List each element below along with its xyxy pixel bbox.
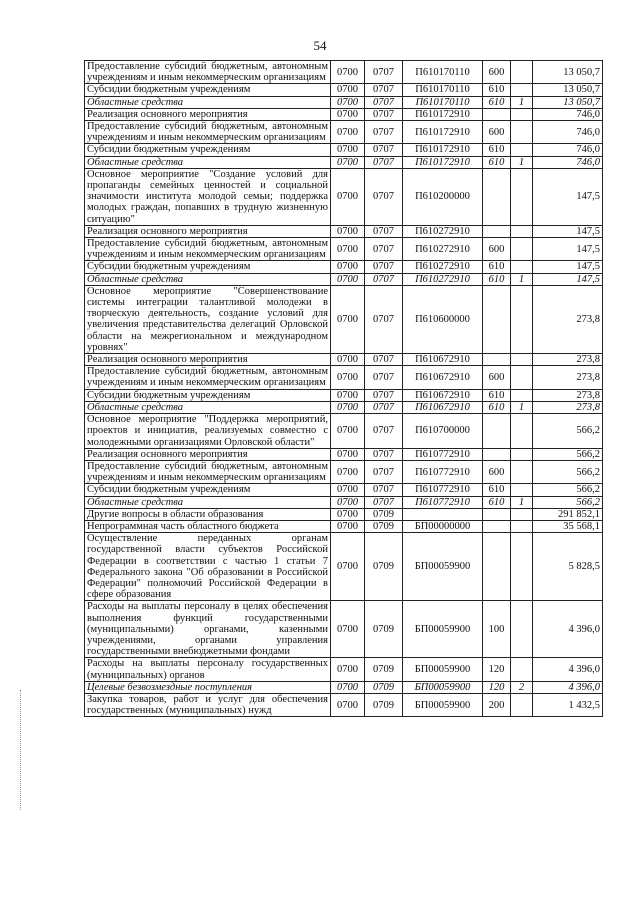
amount: 746,0 [533,156,603,168]
expense-type-code [483,414,511,449]
funding-source-code [511,61,533,84]
expense-type-code: 100 [483,601,511,658]
table-row [85,520,603,532]
table-row [85,484,603,496]
row-description: Реализация основного мероприятия [85,354,331,366]
section-code: 0700 [331,285,365,353]
subsection-code: 0707 [365,484,403,496]
table-row [85,108,603,120]
expense-type-code: 610 [483,389,511,401]
row-description: Предоставление субсидий бюджетным, автономным учреждениям и иным некоммерческим организациям [85,121,331,144]
subsection-code: 0707 [365,84,403,96]
subsection-code: 0707 [365,144,403,156]
funding-source-code [511,144,533,156]
subsection-code: 0707 [365,389,403,401]
subsection-code: 0707 [365,366,403,389]
section-code: 0700 [331,273,365,285]
subsection-code: 0707 [365,238,403,261]
funding-source-code [511,354,533,366]
target-article-code: П610200000 [403,168,483,225]
table-row [85,448,603,460]
funding-source-code [511,520,533,532]
target-article-code: П610170110 [403,61,483,84]
section-code: 0700 [331,484,365,496]
row-description: Субсидии бюджетным учреждениям [85,261,331,273]
amount: 746,0 [533,144,603,156]
funding-source-code [511,693,533,716]
table-row [85,261,603,273]
funding-source-code: 1 [511,401,533,413]
target-article-code: БП00059900 [403,601,483,658]
row-description: Предоставление субсидий бюджетным, автономным учреждениям и иным некоммерческим организациям [85,238,331,261]
amount: 273,8 [533,366,603,389]
amount: 147,5 [533,273,603,285]
row-description: Реализация основного мероприятия [85,448,331,460]
expense-type-code [483,108,511,120]
subsection-code: 0709 [365,681,403,693]
table-row [85,533,603,601]
table-row [85,354,603,366]
row-description: Целевые безвозмездные поступления [85,681,331,693]
table-row [85,460,603,483]
funding-source-code [511,238,533,261]
target-article-code [403,508,483,520]
row-description: Областные средства [85,156,331,168]
subsection-code: 0709 [365,601,403,658]
expense-type-code: 600 [483,238,511,261]
funding-source-code [511,460,533,483]
target-article-code: БП00000000 [403,520,483,532]
expense-type-code [483,225,511,237]
section-code: 0700 [331,225,365,237]
table-row [85,121,603,144]
subsection-code: 0707 [365,225,403,237]
target-article-code: П610772910 [403,460,483,483]
amount: 566,2 [533,414,603,449]
section-code: 0700 [331,84,365,96]
target-article-code: БП00059900 [403,681,483,693]
funding-source-code [511,84,533,96]
table-row [85,96,603,108]
target-article-code: БП00059900 [403,533,483,601]
target-article-code: П610700000 [403,414,483,449]
row-description: Расходы на выплаты персоналу в целях обеспечения выполнения функций государственными (муниципальными) органами, казенными учреждениями, органами управления государственными внебюджетными фондами [85,601,331,658]
funding-source-code [511,414,533,449]
row-description: Предоставление субсидий бюджетным, автономным учреждениям и иным некоммерческим организациям [85,366,331,389]
expense-type-code: 610 [483,484,511,496]
section-code: 0700 [331,601,365,658]
expense-type-code [483,508,511,520]
subsection-code: 0709 [365,533,403,601]
amount: 13 050,7 [533,96,603,108]
funding-source-code [511,285,533,353]
expense-type-code: 600 [483,121,511,144]
row-description: Осуществление переданных органам государственной власти субъектов Российской Федерации в соответствии с частью 1 статьи 7 Федерального закона "Об образовании в Российской Федерации" полномочий Российской Федерации в сфере образования [85,533,331,601]
row-description: Областные средства [85,96,331,108]
section-code: 0700 [331,389,365,401]
target-article-code: П610172910 [403,121,483,144]
table-row [85,61,603,84]
expense-type-code [483,448,511,460]
expense-type-code: 610 [483,273,511,285]
expense-type-code [483,533,511,601]
expense-type-code: 610 [483,496,511,508]
funding-source-code [511,508,533,520]
subsection-code: 0709 [365,508,403,520]
section-code: 0700 [331,366,365,389]
expense-type-code: 610 [483,84,511,96]
funding-source-code [511,533,533,601]
amount: 147,5 [533,225,603,237]
row-description: Предоставление субсидий бюджетным, автономным учреждениям и иным некоммерческим организациям [85,61,331,84]
amount: 13 050,7 [533,84,603,96]
target-article-code: П610772910 [403,496,483,508]
amount: 35 568,1 [533,520,603,532]
row-description: Субсидии бюджетным учреждениям [85,144,331,156]
funding-source-code [511,484,533,496]
amount: 4 396,0 [533,658,603,681]
row-description: Субсидии бюджетным учреждениям [85,389,331,401]
amount: 566,2 [533,496,603,508]
table-row [85,168,603,225]
funding-source-code: 1 [511,496,533,508]
table-row [85,496,603,508]
funding-source-code [511,225,533,237]
expense-type-code [483,285,511,353]
section-code: 0700 [331,354,365,366]
funding-source-code: 1 [511,96,533,108]
subsection-code: 0709 [365,520,403,532]
funding-source-code [511,108,533,120]
section-code: 0700 [331,238,365,261]
target-article-code: П610772910 [403,448,483,460]
table-row [85,658,603,681]
funding-source-code [511,601,533,658]
target-article-code: П610170110 [403,84,483,96]
funding-source-code [511,261,533,273]
expense-type-code: 610 [483,401,511,413]
expense-type-code [483,520,511,532]
scan-margin-marks [20,690,23,810]
subsection-code: 0709 [365,658,403,681]
funding-source-code [511,448,533,460]
section-code: 0700 [331,144,365,156]
table-row [85,156,603,168]
section-code: 0700 [331,533,365,601]
target-article-code: П610672910 [403,366,483,389]
subsection-code: 0707 [365,168,403,225]
row-description: Предоставление субсидий бюджетным, автономным учреждениям и иным некоммерческим организациям [85,460,331,483]
expense-type-code [483,168,511,225]
target-article-code: БП00059900 [403,658,483,681]
row-description: Основное мероприятие "Поддержка мероприятий, проектов и инициатив, реализуемых совместно с молодежными организациями Орловской области" [85,414,331,449]
subsection-code: 0707 [365,496,403,508]
table-row [85,285,603,353]
amount: 273,8 [533,354,603,366]
subsection-code: 0707 [365,460,403,483]
section-code: 0700 [331,156,365,168]
target-article-code: БП00059900 [403,693,483,716]
target-article-code: П610672910 [403,401,483,413]
target-article-code: П610772910 [403,484,483,496]
funding-source-code [511,389,533,401]
amount: 291 852,1 [533,508,603,520]
subsection-code: 0707 [365,61,403,84]
section-code: 0700 [331,448,365,460]
subsection-code: 0707 [365,96,403,108]
table-row [85,238,603,261]
row-description: Другие вопросы в области образования [85,508,331,520]
expense-type-code [483,354,511,366]
amount: 4 396,0 [533,601,603,658]
expense-type-code: 600 [483,460,511,483]
amount: 5 828,5 [533,533,603,601]
budget-table [84,60,603,717]
subsection-code: 0707 [365,261,403,273]
subsection-code: 0707 [365,414,403,449]
row-description: Субсидии бюджетным учреждениям [85,484,331,496]
target-article-code: П610170110 [403,96,483,108]
section-code: 0700 [331,414,365,449]
expense-type-code: 610 [483,156,511,168]
row-description: Областные средства [85,496,331,508]
table-row [85,366,603,389]
expense-type-code: 600 [483,61,511,84]
amount: 4 396,0 [533,681,603,693]
section-code: 0700 [331,61,365,84]
subsection-code: 0709 [365,693,403,716]
funding-source-code [511,658,533,681]
row-description: Закупка товаров, работ и услуг для обеспечения государственных (муниципальных) нужд [85,693,331,716]
row-description: Реализация основного мероприятия [85,108,331,120]
table-row [85,693,603,716]
amount: 746,0 [533,108,603,120]
amount: 1 432,5 [533,693,603,716]
section-code: 0700 [331,261,365,273]
funding-source-code: 2 [511,681,533,693]
expense-type-code: 610 [483,261,511,273]
table-row [85,601,603,658]
amount: 273,8 [533,389,603,401]
table-row [85,84,603,96]
subsection-code: 0707 [365,401,403,413]
amount: 147,5 [533,261,603,273]
amount: 566,2 [533,460,603,483]
target-article-code: П610272910 [403,261,483,273]
row-description: Реализация основного мероприятия [85,225,331,237]
subsection-code: 0707 [365,273,403,285]
table-row [85,389,603,401]
funding-source-code: 1 [511,273,533,285]
section-code: 0700 [331,681,365,693]
subsection-code: 0707 [365,448,403,460]
amount: 273,8 [533,401,603,413]
row-description: Областные средства [85,273,331,285]
row-description: Областные средства [85,401,331,413]
subsection-code: 0707 [365,108,403,120]
funding-source-code [511,366,533,389]
amount: 273,8 [533,285,603,353]
section-code: 0700 [331,658,365,681]
row-description: Основное мероприятие "Создание условий для пропаганды семейных ценностей и социальной значимости института молодой семьи; поддержка молодых граждан, попавших в трудную жизненную ситуацию" [85,168,331,225]
funding-source-code: 1 [511,156,533,168]
table-row [85,414,603,449]
row-description: Непрограммная часть областного бюджета [85,520,331,532]
section-code: 0700 [331,121,365,144]
target-article-code: П610172910 [403,144,483,156]
amount: 566,2 [533,484,603,496]
subsection-code: 0707 [365,285,403,353]
target-article-code: П610272910 [403,225,483,237]
table-row [85,681,603,693]
target-article-code: П610172910 [403,156,483,168]
amount: 746,0 [533,121,603,144]
subsection-code: 0707 [365,354,403,366]
section-code: 0700 [331,496,365,508]
expense-type-code: 610 [483,144,511,156]
table-row [85,144,603,156]
target-article-code: П610672910 [403,354,483,366]
table-row [85,401,603,413]
funding-source-code [511,121,533,144]
section-code: 0700 [331,508,365,520]
target-article-code: П610272910 [403,273,483,285]
section-code: 0700 [331,401,365,413]
row-description: Расходы на выплаты персоналу государственных (муниципальных) органов [85,658,331,681]
funding-source-code [511,168,533,225]
section-code: 0700 [331,168,365,225]
row-description: Основное мероприятие "Совершенствование системы интеграции талантливой молодежи в творческую деятельность, создание условий для увеличения представительства делегаций Орловской области на межрегиональном и международном уровнях" [85,285,331,353]
amount: 13 050,7 [533,61,603,84]
amount: 566,2 [533,448,603,460]
amount: 147,5 [533,168,603,225]
expense-type-code: 600 [483,366,511,389]
expense-type-code: 610 [483,96,511,108]
table-row [85,508,603,520]
expense-type-code: 120 [483,681,511,693]
expense-type-code: 120 [483,658,511,681]
target-article-code: П610672910 [403,389,483,401]
target-article-code: П610172910 [403,108,483,120]
target-article-code: П610600000 [403,285,483,353]
row-description: Субсидии бюджетным учреждениям [85,84,331,96]
expense-type-code: 200 [483,693,511,716]
target-article-code: П610272910 [403,238,483,261]
subsection-code: 0707 [365,156,403,168]
section-code: 0700 [331,693,365,716]
table-row [85,273,603,285]
section-code: 0700 [331,460,365,483]
table-body [85,61,603,717]
section-code: 0700 [331,108,365,120]
page-number: 54 [313,38,327,53]
section-code: 0700 [331,520,365,532]
section-code: 0700 [331,96,365,108]
amount: 147,5 [533,238,603,261]
subsection-code: 0707 [365,121,403,144]
table-row [85,225,603,237]
